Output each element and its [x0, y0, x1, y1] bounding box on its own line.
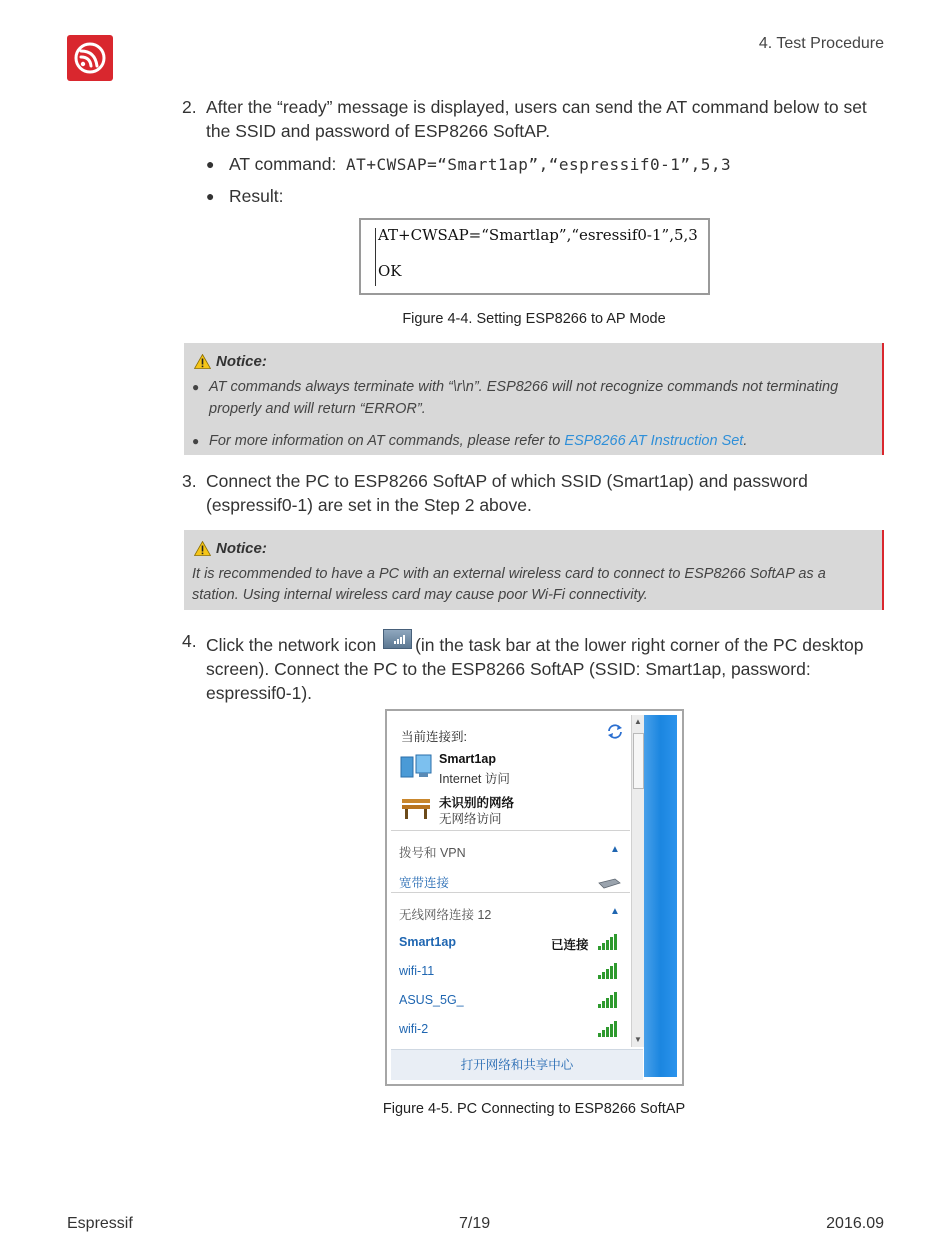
- terminal-command-line: AT+CWSAP=“Smartlap”,“esressif0-1”,5,3: [378, 226, 698, 244]
- step-text: Connect the PC to ESP8266 SoftAP of which SSID (Smart1ap) and password (espressif0-1) are set in the Step 2 above.: [206, 471, 808, 515]
- espressif-logo-icon: [67, 35, 113, 81]
- step-text-part: Click the network icon: [206, 635, 377, 655]
- notice-item: [209, 430, 842, 452]
- modem-icon: [597, 877, 621, 889]
- notice-title-text: Notice:: [216, 353, 267, 370]
- broadband-connection[interactable]: 宽带连接: [399, 876, 450, 890]
- warning-icon: [194, 354, 211, 369]
- wifi-network-item[interactable]: wifi-11: [399, 964, 435, 978]
- network-computer-icon: [399, 753, 433, 781]
- figure-caption: Figure 4-4. Setting ESP8266 to AP Mode: [402, 311, 666, 327]
- notice-text: .: [743, 433, 748, 449]
- step-number: 3.: [182, 471, 197, 491]
- figure-caption: Figure 4-5. PC Connecting to ESP8266 SoftAP: [382, 1101, 686, 1117]
- terminal-screenshot: [359, 218, 710, 295]
- notice-item: AT commands always terminate with “\r\n”. ESP8266 will not recognize commands not terminating properly and will return “ERROR”.: [209, 379, 839, 417]
- step-text: After the “ready” message is displayed, users can send the AT command below to set the SSID and password of ESP8266 SoftAP.: [206, 97, 867, 141]
- step-text-part: (in the task bar at the lower right corner of the PC desktop screen). Connect the PC to the ESP8266 SoftAP (SSID: Smart1ap, password: espressif0-1).: [206, 635, 864, 703]
- park-bench-icon: [399, 793, 433, 821]
- connected-status: 已连接: [551, 938, 589, 952]
- cursor-bar: [375, 228, 376, 286]
- step-2: [182, 95, 872, 143]
- notice-title-text: Notice:: [216, 540, 267, 557]
- step-number: 2.: [182, 97, 197, 117]
- step-4: [182, 629, 872, 705]
- scroll-up-icon[interactable]: ▲: [634, 717, 642, 726]
- unidentified-network-status: 无网络访问: [439, 812, 502, 826]
- wifi-signal-icon: [597, 1020, 619, 1037]
- notice-box: [184, 530, 884, 610]
- bullet-icon: ●: [192, 434, 200, 448]
- at-instruction-set-link[interactable]: ESP8266 AT Instruction Set: [564, 433, 744, 449]
- notice-title: [194, 540, 267, 557]
- scrollbar[interactable]: [631, 715, 644, 1047]
- wifi-network-item[interactable]: ASUS_5G_: [399, 993, 464, 1007]
- at-command-item: [206, 152, 731, 177]
- at-command-label: AT command:: [229, 154, 337, 174]
- refresh-icon[interactable]: [606, 723, 624, 739]
- notice-box: [184, 343, 884, 455]
- desktop-background: [644, 715, 677, 1077]
- chevron-up-icon[interactable]: ▲: [610, 906, 620, 917]
- footer-company: Espressif: [67, 1215, 133, 1232]
- current-network-status: Internet 访问: [439, 772, 510, 786]
- step-3: [182, 469, 832, 517]
- at-command-code: AT+CWSAP=“Smart1ap”,“espressif0-1”,5,3: [346, 155, 732, 174]
- result-label: Result:: [229, 186, 284, 206]
- espressif-logo: [67, 35, 113, 81]
- separator: [391, 892, 630, 893]
- bullet-icon: ●: [192, 380, 200, 394]
- wifi-signal-icon: [597, 962, 619, 979]
- chevron-up-icon[interactable]: ▲: [610, 844, 620, 855]
- unidentified-network-name: 未识别的网络: [439, 796, 515, 810]
- footer-date: 2016.09: [826, 1215, 884, 1232]
- wifi-network-item[interactable]: wifi-2: [399, 1022, 429, 1036]
- network-list-panel: [391, 715, 630, 1047]
- notice-text: For more information on AT commands, please refer to: [209, 433, 565, 449]
- notice-title: [194, 353, 267, 370]
- network-popup: [385, 709, 684, 1086]
- notice-text: It is recommended to have a PC with an external wireless card to connect to ESP8266 SoftAP as a station. Using internal wireless card may cause poor Wi-Fi connectivity.: [192, 566, 826, 603]
- separator: [391, 830, 630, 831]
- dialup-section-header[interactable]: 拨号和 VPN: [399, 846, 466, 860]
- wifi-signal-icon: [597, 991, 619, 1008]
- page-number: 7/19: [459, 1215, 491, 1232]
- result-item: [206, 184, 283, 208]
- step-text: [206, 629, 872, 705]
- bullet-icon: ●: [206, 156, 215, 172]
- wireless-section-header[interactable]: 无线网络连接 12: [399, 908, 492, 922]
- open-network-center-link[interactable]: 打开网络和共享中心: [391, 1049, 643, 1080]
- step-number: 4.: [182, 631, 197, 651]
- current-network-name: Smart1ap: [439, 752, 496, 766]
- wifi-signal-icon: [597, 933, 619, 950]
- network-icon: [383, 629, 412, 649]
- section-header: 4. Test Procedure: [758, 35, 884, 52]
- terminal-ok-line: OK: [378, 262, 402, 280]
- bullet-icon: ●: [206, 188, 215, 204]
- wifi-network-smart1ap[interactable]: Smart1ap: [399, 935, 456, 949]
- scrollbar-thumb[interactable]: [633, 733, 644, 789]
- connected-to-label: 当前连接到:: [401, 730, 467, 744]
- scroll-down-icon[interactable]: ▼: [634, 1035, 642, 1044]
- warning-icon: [194, 541, 211, 556]
